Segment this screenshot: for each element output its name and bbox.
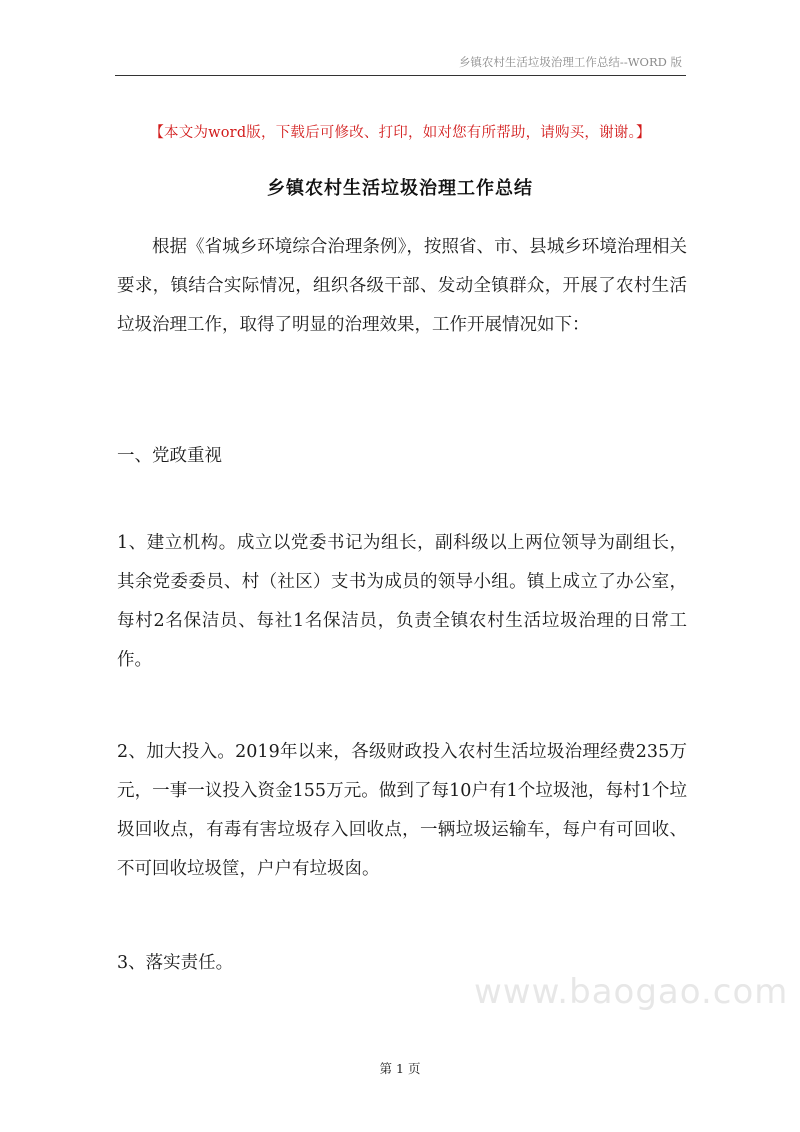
section-heading: 一、党政重视 [117,446,222,466]
watermark: www.baogao.com [474,972,789,1012]
body-paragraph: 3、落实责任。 [117,953,234,973]
document-title: 乡镇农村生活垃圾治理工作总结 [267,178,533,199]
body-paragraph: 2、加大投入。2019年以来，各级财政投入农村生活垃圾治理经费235万元，一事一议投入资金155万元。做到了每10户有1个垃圾池，每村1个垃圾回收点，有毒有害垃圾存入回收点，一辆垃圾运输车，每户有可回收、不可回收垃圾筐，户户有垃圾囱。 [117,742,687,879]
purchase-notice: 【本文为word版，下载后可修改、打印，如对您有所帮助，请购买，谢谢。】 [149,125,651,141]
running-title: 乡镇农村生活垃圾治理工作总结--WORD 版 [458,55,682,69]
intro-paragraph: 根据《省城乡环境综合治理条例》，按照省、市、县城乡环境治理相关要求，镇结合实际情况，组织各级干部、发动全镇群众，开展了农村生活垃圾治理工作，取得了明显的治理效果，工作开展情况如下： [117,237,687,335]
body-paragraph: 1、建立机构。成立以党委书记为组长，副科级以上两位领导为副组长，其余党委委员、村（社区）支书为成员的领导小组。镇上成立了办公室，每村2名保洁员、每社1名保洁员，负责全镇农村生活垃圾治理的日常工作。 [117,533,687,670]
header-divider [115,75,686,76]
page-number: 第 1 页 [379,1061,421,1076]
